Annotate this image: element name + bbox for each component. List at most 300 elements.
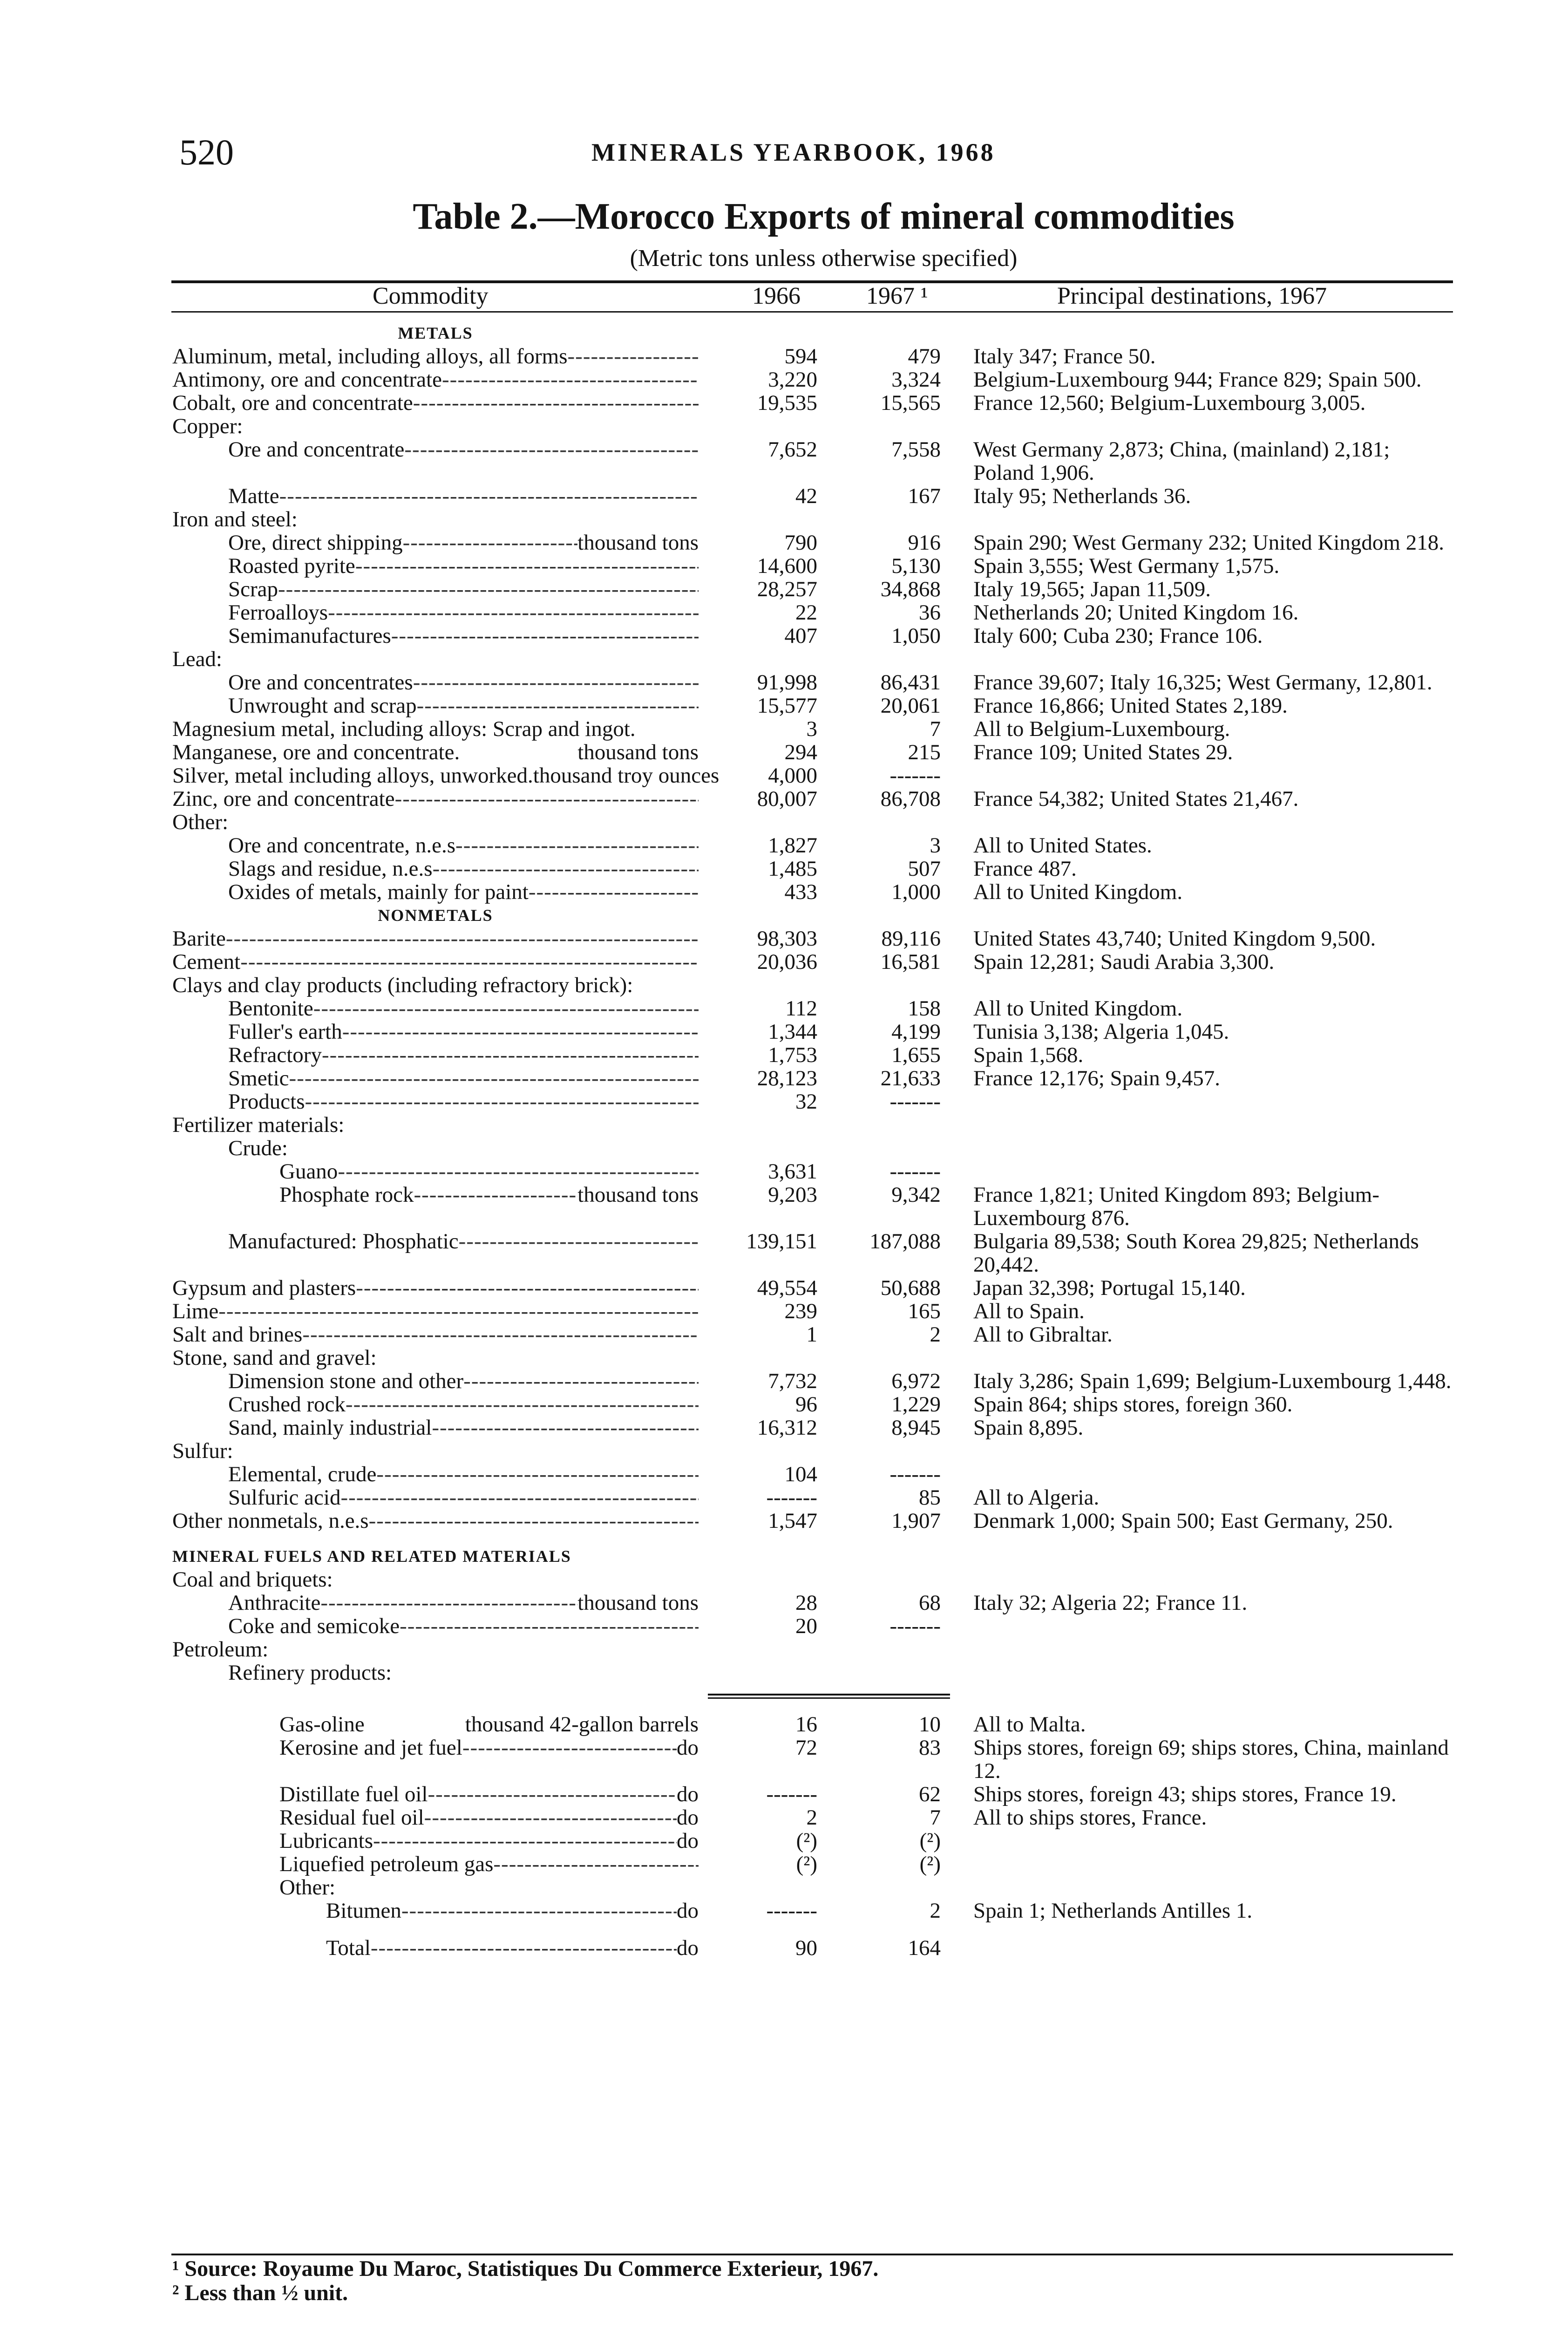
leader-dots (320, 1591, 577, 1614)
commodity-label: Manufactured: Phosphatic (228, 1229, 459, 1253)
value-1967: 86,708 (880, 787, 941, 811)
destinations-cell: Italy 3,286; Spain 1,699; Belgium-Luxembourg 1,448. (973, 1369, 1452, 1393)
destinations-cell: Ships stores, foreign 69; ships stores, China, mainland 12. (973, 1736, 1449, 1783)
value-1966: ------- (766, 1782, 817, 1806)
leader-dots (493, 1852, 699, 1876)
value-1967: 1,000 (891, 880, 941, 904)
value-1967: 34,868 (880, 577, 941, 601)
leader-dots (226, 927, 699, 950)
commodity-cell (172, 1852, 708, 1876)
value-1967 (827, 810, 950, 834)
destinations-cell (950, 1936, 1453, 1960)
leader-dots (373, 1829, 677, 1852)
commodity-cell (172, 1067, 708, 1090)
value-1966: 20,036 (757, 950, 817, 974)
destinations-cell: France 12,176; Spain 9,457. (973, 1066, 1220, 1090)
commodity-cell (172, 1113, 708, 1137)
commodity-label: Smetic (228, 1066, 289, 1090)
table-row (172, 1393, 1453, 1416)
value-1966: 49,554 (757, 1276, 817, 1300)
leader-dots (459, 1230, 699, 1253)
table-row (172, 880, 1453, 904)
value-1966 (708, 1346, 827, 1369)
leader-dots (414, 1183, 577, 1206)
value-1967: 7 (930, 717, 941, 741)
commodity-cell (172, 415, 708, 438)
value-1967: 3 (930, 833, 941, 858)
commodity-cell (172, 438, 708, 484)
value-1966: 2 (806, 1805, 817, 1830)
value-1966 (708, 1568, 827, 1591)
table-row (172, 834, 1453, 857)
table-row (172, 974, 1453, 997)
commodity-label: Copper: (172, 414, 243, 438)
commodity-label: Unwrought and scrap (228, 694, 417, 718)
unit-label: thousand 42-gallon barrels (465, 1712, 699, 1737)
destinations-cell (950, 1876, 1453, 1899)
destinations-cell (950, 1614, 1453, 1638)
table-row (172, 1852, 1453, 1876)
value-1967: 187,088 (869, 1229, 941, 1253)
table-row (172, 1416, 1453, 1439)
commodity-label: Refractory (228, 1043, 322, 1067)
value-1966: 28 (795, 1591, 817, 1615)
value-1966: 16,312 (757, 1416, 817, 1440)
unit-label: do (677, 1782, 699, 1806)
destinations-cell: France 54,382; United States 21,467. (973, 787, 1299, 811)
table-row (172, 578, 1453, 601)
unit-label: thousand troy ounces (533, 763, 720, 788)
value-1966: 72 (795, 1736, 817, 1760)
destinations-cell (950, 1852, 1453, 1876)
leader-dots (400, 1614, 699, 1638)
commodity-label: Residual fuel oil (279, 1805, 424, 1830)
table-row (172, 671, 1453, 694)
table-row (172, 1323, 1453, 1346)
destinations-cell: Japan 32,398; Portugal 15,140. (973, 1276, 1246, 1300)
destinations-cell: All to Spain. (973, 1299, 1085, 1323)
value-1966: 15,577 (757, 694, 817, 718)
commodity-cell (172, 624, 708, 647)
value-1966: 4,000 (768, 763, 817, 788)
total-row (172, 1936, 1453, 1960)
commodity-label: Antimony, ore and concentrate (172, 368, 442, 392)
leader-dots (424, 1806, 677, 1829)
table-row (172, 1300, 1453, 1323)
table-row (172, 741, 1453, 764)
commodity-label: Sand, mainly industrial (228, 1416, 432, 1440)
commodity-label: Cobalt, ore and concentrate (172, 391, 413, 415)
table-row (172, 554, 1453, 578)
table-subtitle: (Metric tons unless otherwise specified) (630, 245, 1018, 272)
value-1966 (708, 647, 827, 671)
leader-dots (428, 1783, 677, 1806)
value-1966: ------- (766, 1485, 817, 1510)
leader-dots (463, 1369, 699, 1393)
commodity-cell (172, 717, 708, 741)
commodity-cell (172, 391, 708, 415)
commodity-label: Iron and steel: (172, 507, 298, 531)
commodity-label: Sulfur: (172, 1439, 233, 1463)
page-number: 520 (179, 132, 234, 172)
table-row (172, 1829, 1453, 1852)
value-1967 (827, 1661, 950, 1684)
value-1966 (708, 508, 827, 531)
commodity-label: Anthracite (228, 1591, 321, 1615)
table-row (172, 1736, 1453, 1783)
commodity-label: Scrap (228, 577, 278, 601)
commodity-cell (172, 1416, 708, 1439)
value-1967: 158 (908, 996, 941, 1021)
value-1966: 433 (784, 880, 817, 904)
commodity-label: Coal and briquets: (172, 1567, 333, 1592)
destinations-cell: France 16,866; United States 2,189. (973, 694, 1288, 718)
destinations-cell: Spain 290; West Germany 232; United Kingdom 218. (973, 531, 1444, 555)
commodity-cell (172, 1369, 708, 1393)
commodity-label: Aluminum, metal, including alloys, all forms (172, 344, 568, 368)
destinations-cell: Belgium-Luxembourg 944; France 829; Spain 500. (973, 368, 1422, 392)
table-row (172, 1090, 1453, 1113)
commodity-cell (172, 1509, 708, 1532)
table-row (172, 1463, 1453, 1486)
value-1967: 21,633 (880, 1066, 941, 1090)
leader-dots (369, 1509, 699, 1532)
value-1966: 1,344 (768, 1020, 817, 1044)
commodity-cell (172, 601, 708, 624)
unit-label: do (677, 1805, 699, 1830)
commodity-label: Cement (172, 950, 241, 974)
value-1967: 16,581 (880, 950, 941, 974)
value-1966: 80,007 (757, 787, 817, 811)
leader-dots (462, 1736, 677, 1759)
leader-dots (328, 601, 699, 624)
commodity-label: Sulfuric acid (228, 1485, 341, 1510)
value-1966: 112 (785, 996, 817, 1021)
destinations-cell: Ships stores, foreign 43; ships stores, France 19. (973, 1782, 1397, 1806)
commodity-label: Other: (172, 810, 229, 834)
leader-dots (322, 1043, 699, 1067)
running-head: MINERALS YEARBOOK, 1968 (591, 138, 996, 166)
commodity-cell (172, 1876, 708, 1899)
destinations-cell (950, 1160, 1453, 1183)
destinations-cell: Denmark 1,000; Spain 500; East Germany, 250. (973, 1509, 1393, 1533)
value-1967: 9,342 (891, 1183, 941, 1207)
value-1966: 1,485 (768, 857, 817, 881)
table-row (172, 1230, 1453, 1276)
unit-label: do (677, 1936, 699, 1960)
commodity-label: Kerosine and jet fuel (279, 1736, 462, 1760)
destinations-cell: France 1,821; United Kingdom 893; Belgium-Luxembourg 876. (973, 1183, 1380, 1230)
commodity-label: Gypsum and plasters (172, 1276, 356, 1300)
value-1966: 3 (806, 717, 817, 741)
table-row (172, 647, 1453, 671)
commodity-cell (172, 1806, 708, 1829)
unit-label: thousand tons (577, 1591, 699, 1615)
commodity-cell (172, 578, 708, 601)
value-1966 (708, 415, 827, 438)
value-1967 (827, 508, 950, 531)
value-1966: 16 (795, 1712, 817, 1737)
value-1966: 14,600 (757, 554, 817, 578)
value-1967: 1,655 (891, 1043, 941, 1067)
commodity-label: Magnesium metal, including alloys: Scrap and ingot. (172, 717, 636, 741)
value-1967: 167 (908, 484, 941, 508)
value-1967: 1,907 (891, 1509, 941, 1533)
value-1966: 28,123 (757, 1066, 817, 1090)
table-row (172, 950, 1453, 974)
commodity-label: Lead: (172, 647, 222, 671)
commodity-cell (172, 694, 708, 717)
value-1967 (827, 1568, 950, 1591)
commodity-cell (172, 1591, 708, 1614)
commodity-label: Products (228, 1090, 305, 1114)
table-row (172, 345, 1453, 368)
table-row (172, 391, 1453, 415)
table-row (172, 717, 1453, 741)
value-1967: (²) (919, 1852, 941, 1876)
value-1967 (827, 415, 950, 438)
commodity-cell (172, 1661, 708, 1684)
table-row (172, 810, 1453, 834)
value-1967: 8,945 (891, 1416, 941, 1440)
commodity-cell (172, 1439, 708, 1463)
commodity-label: Ore and concentrate (228, 437, 405, 462)
commodity-label: Lubricants (279, 1829, 373, 1853)
commodity-cell (172, 857, 708, 880)
leader-dots (346, 1393, 699, 1416)
commodity-label: Refinery products: (228, 1661, 392, 1685)
commodity-cell (172, 671, 708, 694)
commodity-cell (172, 1300, 708, 1323)
commodity-label: Coke and semicoke (228, 1614, 400, 1638)
table-row (172, 508, 1453, 531)
footnote-1: ¹ Source: Royaume Du Maroc, Statistiques Du Commerce Exterieur, 1967. (172, 2256, 879, 2281)
value-1967: 215 (908, 740, 941, 764)
column-header-1966: 1966 (752, 283, 801, 309)
leader-dots (338, 1160, 699, 1183)
leader-dots (568, 345, 699, 368)
commodity-cell (172, 1736, 708, 1783)
commodity-cell (172, 1899, 708, 1922)
leader-dots (240, 950, 699, 974)
commodity-cell (172, 1713, 708, 1736)
commodity-cell (172, 368, 708, 391)
value-1967: 20,061 (880, 694, 941, 718)
value-1967: 4,199 (891, 1020, 941, 1044)
destinations-cell (950, 1090, 1453, 1113)
leader-dots (342, 1020, 699, 1043)
table-row (172, 1661, 1453, 1684)
destinations-cell (950, 1661, 1453, 1684)
destinations-cell (950, 1137, 1453, 1160)
destinations-cell: Spain 1; Netherlands Antilles 1. (973, 1899, 1253, 1923)
value-1967: 36 (919, 600, 941, 625)
value-1966: 1,753 (768, 1043, 817, 1067)
value-1966 (708, 810, 827, 834)
commodity-cell (172, 763, 720, 788)
table-row (172, 1638, 1453, 1661)
table-row (172, 1113, 1453, 1137)
destinations-cell: All to Belgium-Luxembourg. (973, 717, 1230, 741)
value-1967: 86,431 (880, 670, 941, 695)
leader-dots (433, 857, 699, 880)
value-1966: 594 (784, 344, 817, 368)
commodity-cell (172, 345, 708, 368)
leader-dots (413, 391, 699, 415)
value-1966: 3,631 (768, 1159, 817, 1184)
commodity-cell (172, 1230, 708, 1276)
leader-dots (371, 1936, 677, 1960)
destinations-cell: Italy 19,565; Japan 11,509. (973, 577, 1211, 601)
commodity-cell (172, 1346, 708, 1369)
commodity-label: Stone, sand and gravel: (172, 1346, 377, 1370)
unit-label: thousand tons (577, 740, 699, 764)
value-1966: 7,732 (768, 1369, 817, 1393)
value-1966: 1 (806, 1322, 817, 1347)
table-row (172, 1137, 1453, 1160)
table-row (172, 1043, 1453, 1067)
destinations-cell: Bulgaria 89,538; South Korea 29,825; Netherlands 20,442. (973, 1229, 1419, 1277)
value-1966: 104 (784, 1462, 817, 1486)
destinations-cell (950, 1568, 1453, 1591)
leader-dots (432, 1416, 699, 1439)
commodity-cell (172, 1614, 708, 1638)
commodity-cell (172, 1393, 708, 1416)
destinations-cell: France 487. (973, 857, 1077, 881)
table-row (172, 1160, 1453, 1183)
table-row (172, 1614, 1453, 1638)
destinations-cell (950, 415, 1453, 438)
destinations-cell: Spain 1,568. (973, 1043, 1084, 1067)
table-row (172, 1346, 1453, 1369)
commodity-cell (172, 1090, 708, 1113)
destinations-cell: Italy 95; Netherlands 36. (973, 484, 1191, 508)
table-title: Table 2.—Morocco Exports of mineral commodities (413, 196, 1235, 237)
value-1966: 98,303 (757, 926, 817, 951)
value-1967: 50,688 (880, 1276, 941, 1300)
destinations-cell: All to United States. (973, 833, 1152, 858)
destinations-cell: Italy 32; Algeria 22; France 11. (973, 1591, 1248, 1615)
destinations-cell: France 39,607; Italy 16,325; West Germany, 12,801. (973, 670, 1432, 695)
leader-dots (289, 1067, 699, 1090)
commodity-cell (172, 880, 708, 904)
commodity-label: Crushed rock (228, 1392, 346, 1416)
table-row (172, 1713, 1453, 1736)
commodity-label: Bentonite (228, 996, 313, 1021)
commodity-label: Ferroalloys (228, 600, 328, 625)
destinations-cell (950, 810, 1453, 834)
destinations-cell (950, 647, 1453, 671)
table-row (172, 787, 1453, 810)
value-1967: 89,116 (881, 926, 941, 951)
commodity-cell (172, 1137, 708, 1160)
commodity-label: Clays and clay products (including refractory brick): (172, 973, 633, 997)
table-row (172, 694, 1453, 717)
value-1967: 3,324 (891, 368, 941, 392)
value-1967: 10 (919, 1712, 941, 1737)
value-1966: 139,151 (746, 1229, 817, 1253)
destinations-cell: Spain 864; ships stores, foreign 360. (973, 1392, 1293, 1416)
leader-dots (356, 1276, 699, 1300)
value-1966 (708, 1876, 827, 1899)
commodity-cell (172, 810, 708, 834)
leader-dots (279, 484, 699, 508)
value-1966: 9,203 (768, 1183, 817, 1207)
value-1966: 20 (795, 1614, 817, 1638)
commodity-cell (172, 484, 708, 508)
table-row (172, 997, 1453, 1020)
value-1967: 164 (908, 1936, 941, 1960)
value-1967: 83 (919, 1736, 941, 1760)
value-1967: 916 (908, 531, 941, 555)
unit-label: thousand tons (577, 531, 699, 555)
table-row (172, 1486, 1453, 1509)
value-1967: 15,565 (880, 391, 941, 415)
table-bottom-rule (171, 2254, 1453, 2255)
value-1967 (827, 1876, 950, 1899)
destinations-cell (950, 1829, 1453, 1852)
destinations-cell: France 109; United States 29. (973, 740, 1233, 764)
value-1966: 28,257 (757, 577, 817, 601)
leader-dots (442, 368, 699, 391)
destinations-cell (950, 1346, 1453, 1369)
table-row (172, 1591, 1453, 1614)
commodity-label: Crude: (228, 1136, 288, 1160)
commodity-cell (172, 1323, 708, 1346)
commodity-label: Fuller's earth (228, 1020, 342, 1044)
commodity-label: Gas-oline (279, 1712, 365, 1737)
leader-dots (218, 1300, 699, 1323)
commodity-cell (172, 647, 708, 671)
value-1967: 507 (908, 857, 941, 881)
commodity-cell (172, 1276, 708, 1300)
commodity-cell (172, 1829, 708, 1852)
value-1966: 90 (795, 1936, 817, 1960)
commodity-label: Manganese, ore and concentrate. (172, 740, 460, 764)
destinations-cell (950, 974, 1453, 997)
commodity-cell (172, 554, 708, 578)
leader-dots (278, 578, 699, 601)
commodity-label: Salt and brines (172, 1322, 303, 1347)
table-row (172, 1876, 1453, 1899)
value-1966: 3,220 (768, 368, 817, 392)
table-row (172, 484, 1453, 508)
leader-dots (413, 671, 699, 694)
commodity-cell (172, 787, 708, 810)
destinations-cell (950, 764, 1453, 787)
table-row (172, 1369, 1453, 1393)
column-header-commodity: Commodity (373, 283, 489, 309)
value-1967: 165 (908, 1299, 941, 1323)
value-1967: 7 (930, 1805, 941, 1830)
leader-dots (403, 531, 578, 554)
commodity-label: Semimanufactures (228, 624, 391, 648)
leader-dots (417, 694, 699, 717)
value-1967 (827, 1439, 950, 1463)
value-1967: ------- (889, 1090, 941, 1114)
table-row (172, 1783, 1453, 1806)
unit-label: thousand tons (577, 1183, 699, 1207)
commodity-cell (172, 997, 708, 1020)
commodity-label: Liquefied petroleum gas (279, 1852, 494, 1876)
value-1966: 407 (784, 624, 817, 648)
leader-dots (401, 1899, 677, 1922)
commodity-label: Bitumen (326, 1899, 401, 1923)
value-1966: 96 (795, 1392, 817, 1416)
value-1967: 7,558 (891, 437, 941, 462)
destinations-cell: All to United Kingdom. (973, 996, 1183, 1021)
leader-dots (376, 1463, 699, 1486)
